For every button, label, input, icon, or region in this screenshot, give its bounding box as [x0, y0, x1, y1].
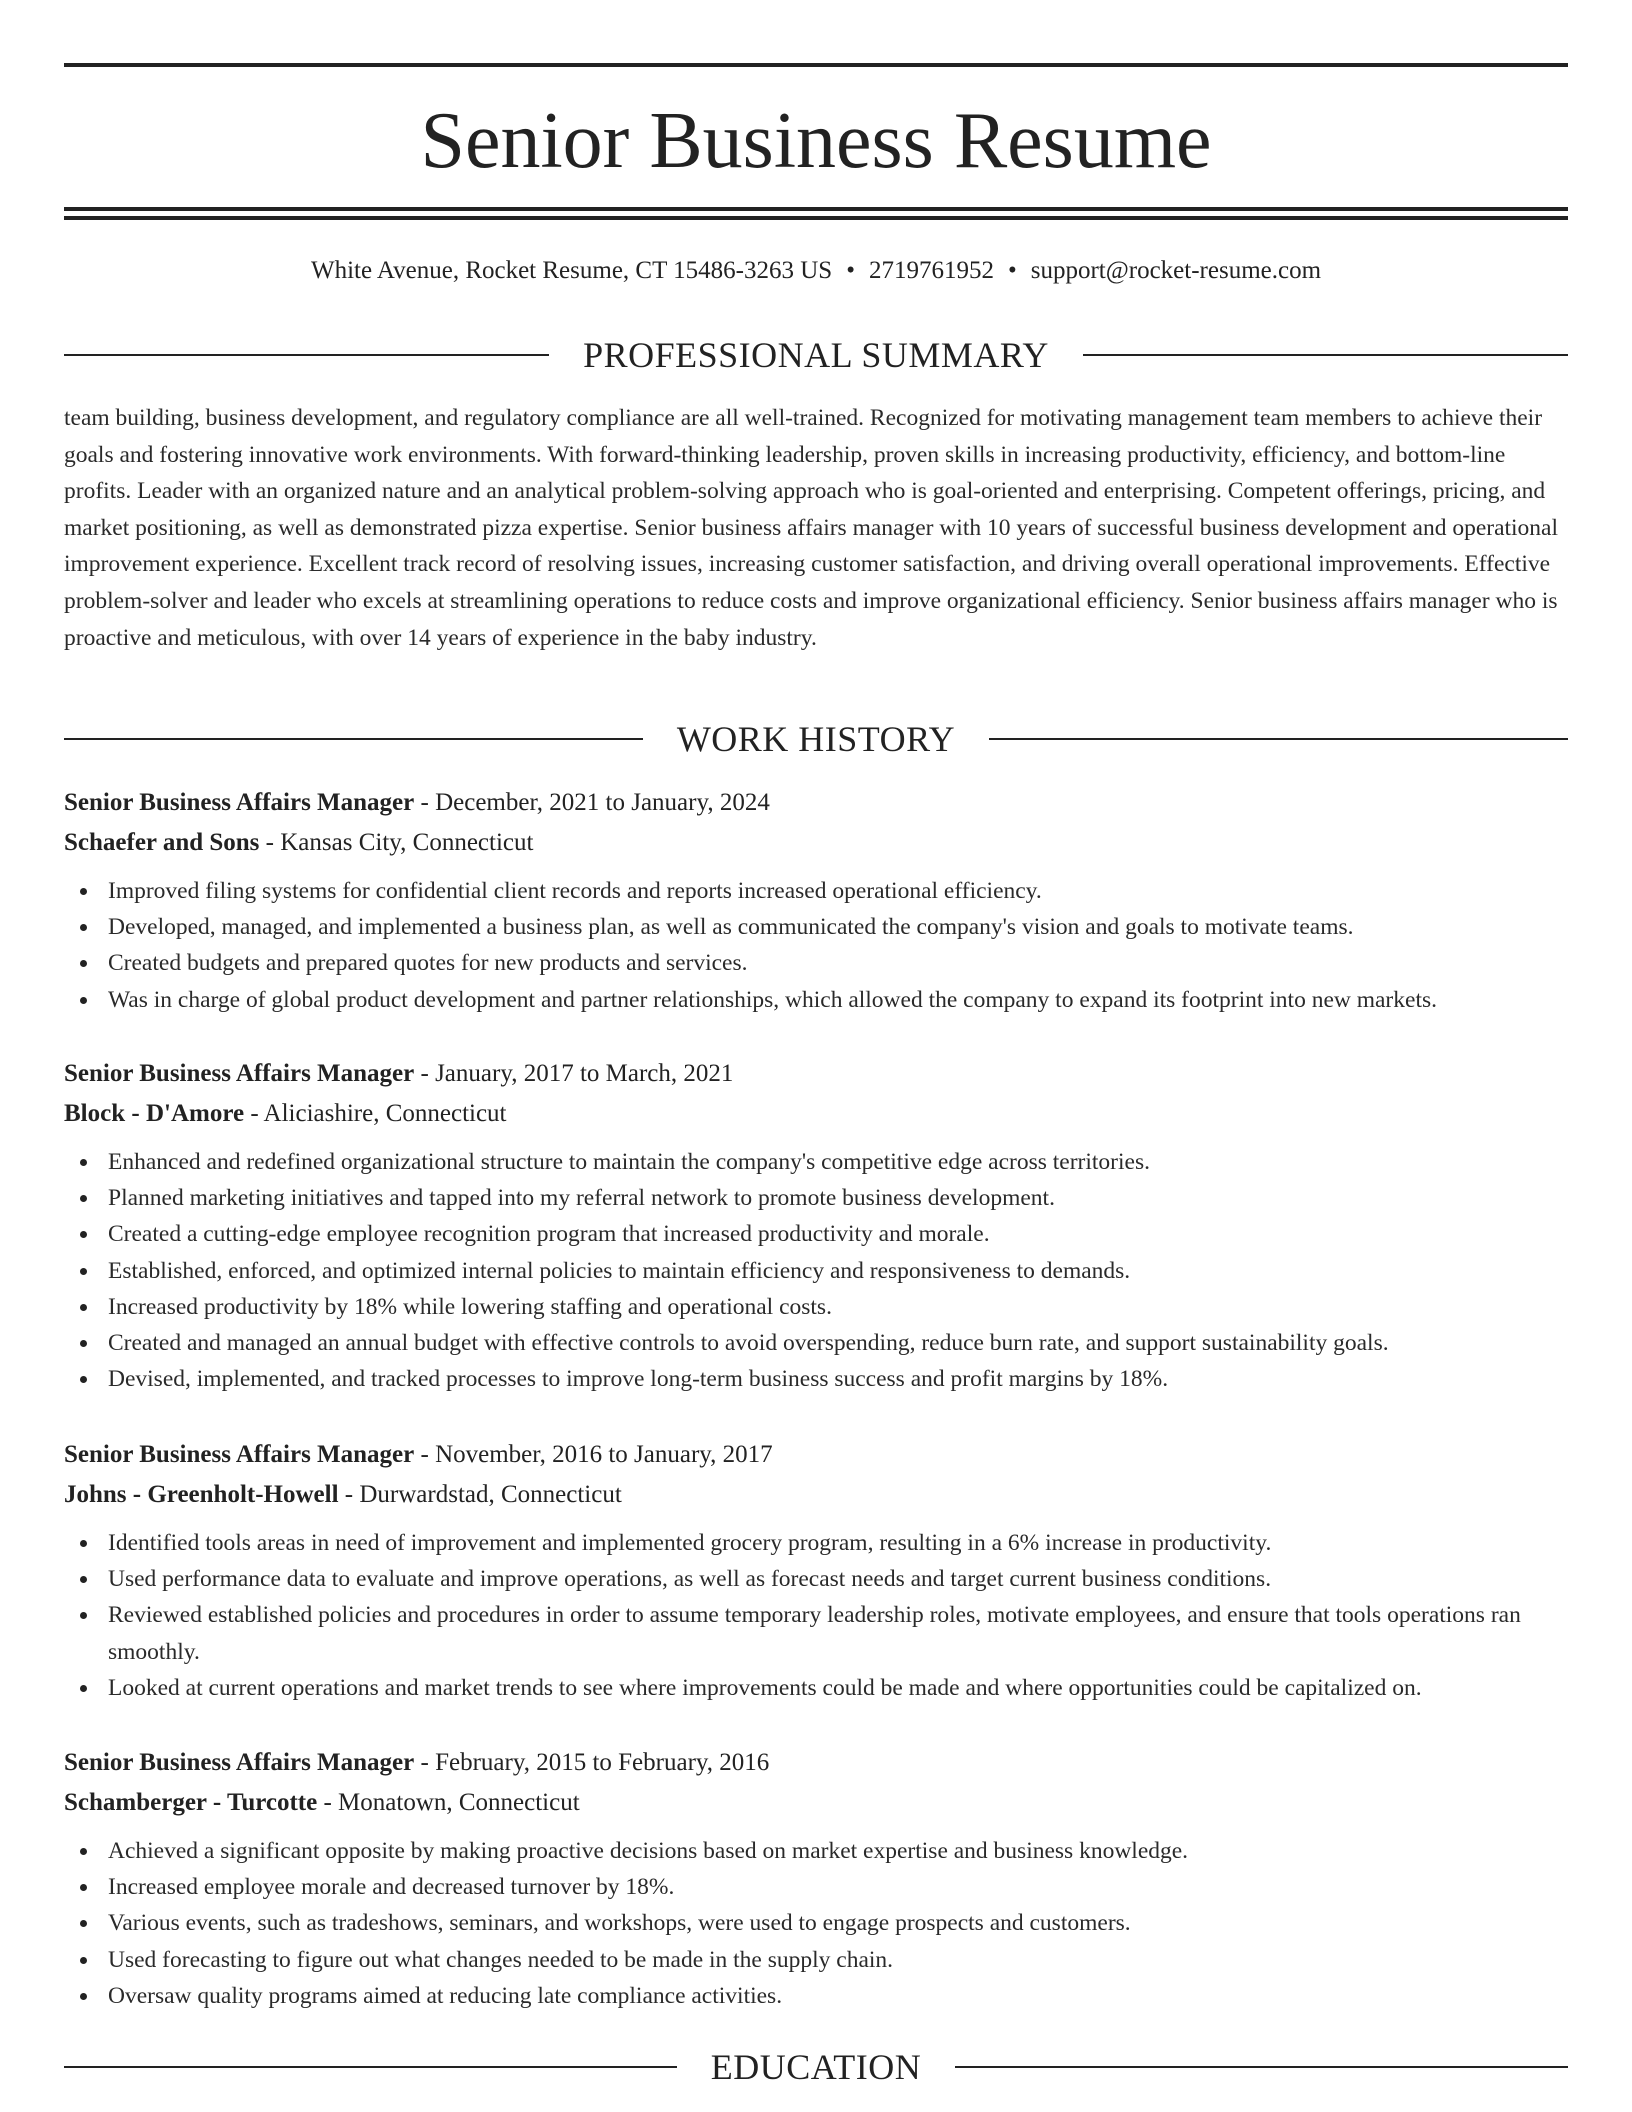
contact-separator: • [846, 257, 855, 284]
header-double-rule-upper [64, 207, 1568, 211]
work-history-section-heading [64, 719, 1568, 759]
job-bullet: Used performance data to evaluate and improve operations, as well as forecast needs and target current business conditions. [108, 1561, 1568, 1597]
job-bullet: Created budgets and prepared quotes for new products and services. [108, 945, 1568, 981]
job-bullet-list [64, 1833, 1568, 2014]
education-heading-label: EDUCATION [677, 2047, 955, 2087]
header-top-rule [64, 63, 1568, 67]
job-company-line [64, 1475, 1568, 1515]
job-bullet: Established, enforced, and optimized internal policies to maintain efficiency and responsiveness to demands. [108, 1253, 1568, 1289]
job-title-line [64, 1435, 1568, 1475]
summary-heading-label: PROFESSIONAL SUMMARY [549, 335, 1083, 375]
job-bullet-list [64, 1525, 1568, 1706]
education-section-heading [64, 2047, 1568, 2087]
job-company-line [64, 1094, 1568, 1134]
contact-line [64, 254, 1568, 288]
job-company: Schaefer and Sons [64, 829, 260, 856]
job-bullet: Developed, managed, and implemented a business plan, as well as communicated the company's vision and goals to motivate teams. [108, 909, 1568, 945]
resume-title: Senior Business Resume [420, 97, 1212, 185]
job-bullet: Planned marketing initiatives and tapped into my referral network to promote business development. [108, 1180, 1568, 1216]
job-bullet: Enhanced and redefined organizational structure to maintain the company's competitive edge across territories. [108, 1144, 1568, 1180]
job-role: Senior Business Affairs Manager [64, 1060, 415, 1087]
job-entry [64, 1054, 1568, 1397]
job-bullet-list [64, 873, 1568, 1018]
job-role: Senior Business Affairs Manager [64, 789, 415, 816]
job-bullet: Increased productivity by 18% while lowering staffing and operational costs. [108, 1289, 1568, 1325]
job-bullet: Various events, such as tradeshows, seminars, and workshops, were used to engage prospects and customers. [108, 1905, 1568, 1941]
job-bullet: Looked at current operations and market trends to see where improvements could be made and where opportunities could be capitalized on. [108, 1670, 1568, 1706]
job-company-line [64, 1783, 1568, 1823]
contact-separator: • [1007, 257, 1017, 284]
job-company-line [64, 823, 1568, 863]
job-entry [64, 1743, 1568, 2014]
job-company: Block - D'Amore [64, 1100, 245, 1127]
job-dates: - November, 2016 to January, 2017 [414, 1441, 773, 1468]
job-bullet-list [64, 1144, 1568, 1397]
job-dates: - February, 2015 to February, 2016 [414, 1749, 770, 1776]
work-history-heading-label: WORK HISTORY [643, 719, 989, 759]
job-dates: - January, 2017 to March, 2021 [414, 1060, 734, 1087]
job-role: Senior Business Affairs Manager [64, 1749, 415, 1776]
job-bullet: Identified tools areas in need of improvement and implemented grocery program, resulting in a 6% increase in productivity. [108, 1525, 1568, 1561]
job-bullet: Devised, implemented, and tracked processes to improve long-term business success and profit margins by 18%. [108, 1361, 1568, 1397]
job-title-line [64, 1743, 1568, 1783]
contact-address: White Avenue, Rocket Resume, CT 15486-3263 US [310, 257, 833, 284]
job-bullet: Created a cutting-edge employee recognition program that increased productivity and morale. [108, 1216, 1568, 1252]
job-location: - Kansas City, Connecticut [259, 829, 534, 856]
job-bullet: Reviewed established policies and procedures in order to assume temporary leadership roles, motivate employees, and ensure that tools operations ran smoothly. [108, 1597, 1568, 1669]
job-location: - Aliciashire, Connecticut [244, 1100, 507, 1127]
job-bullet: Used forecasting to figure out what changes needed to be made in the supply chain. [108, 1942, 1568, 1978]
job-entry [64, 1435, 1568, 1706]
job-bullet: Improved filing systems for confidential client records and reports increased operational efficiency. [108, 873, 1568, 909]
job-location: - Monatown, Connecticut [317, 1789, 580, 1816]
job-company: Johns - Greenholt-Howell [64, 1481, 339, 1508]
job-bullet: Oversaw quality programs aimed at reducing late compliance activities. [108, 1978, 1568, 2014]
job-entry [64, 783, 1568, 1018]
job-company: Schamberger - Turcotte [64, 1789, 318, 1816]
header-double-rule-lower [64, 216, 1568, 220]
contact-phone: 2719761952 [868, 257, 994, 284]
job-title-line [64, 783, 1568, 823]
job-bullet: Increased employee morale and decreased turnover by 18%. [108, 1869, 1568, 1905]
summary-text: team building, business development, and regulatory compliance are all well-trained. Recognized for motivating management team members to achieve their goals and fostering innovative work environments. With forward-thinking leadership, proven skills in increasing productivity, efficiency, and bottom-line profits. Leader with an organized nature and an analytical problem-solving approach who is goal-oriented and enterprising. Competent offerings, pricing, and market positioning, as well as demonstrated pizza expertise. Senior business affairs manager with 10 years of successful business development and operational improvement experience. Excellent track record of resolving issues, increasing customer satisfaction, and driving overall operational improvements. Effective problem-solver and leader who excels at streamlining operations to reduce costs and improve organizational efficiency. Senior business affairs manager who is proactive and meticulous, with over 14 years of experience in the baby industry. [64, 405, 1559, 651]
contact-email: support@rocket-resume.com [1030, 257, 1322, 284]
job-location: - Durwardstad, Connecticut [338, 1481, 622, 1508]
job-bullet: Created and managed an annual budget with effective controls to avoid overspending, reduce burn rate, and support sustainability goals. [108, 1325, 1568, 1361]
job-title-line [64, 1054, 1568, 1094]
summary-section-heading [64, 335, 1568, 375]
job-dates: - December, 2021 to January, 2024 [414, 789, 770, 816]
job-role: Senior Business Affairs Manager [64, 1441, 415, 1468]
job-bullet: Achieved a significant opposite by making proactive decisions based on market expertise and business knowledge. [108, 1833, 1568, 1869]
job-bullet: Was in charge of global product development and partner relationships, which allowed the company to expand its footprint into new markets. [108, 982, 1568, 1018]
